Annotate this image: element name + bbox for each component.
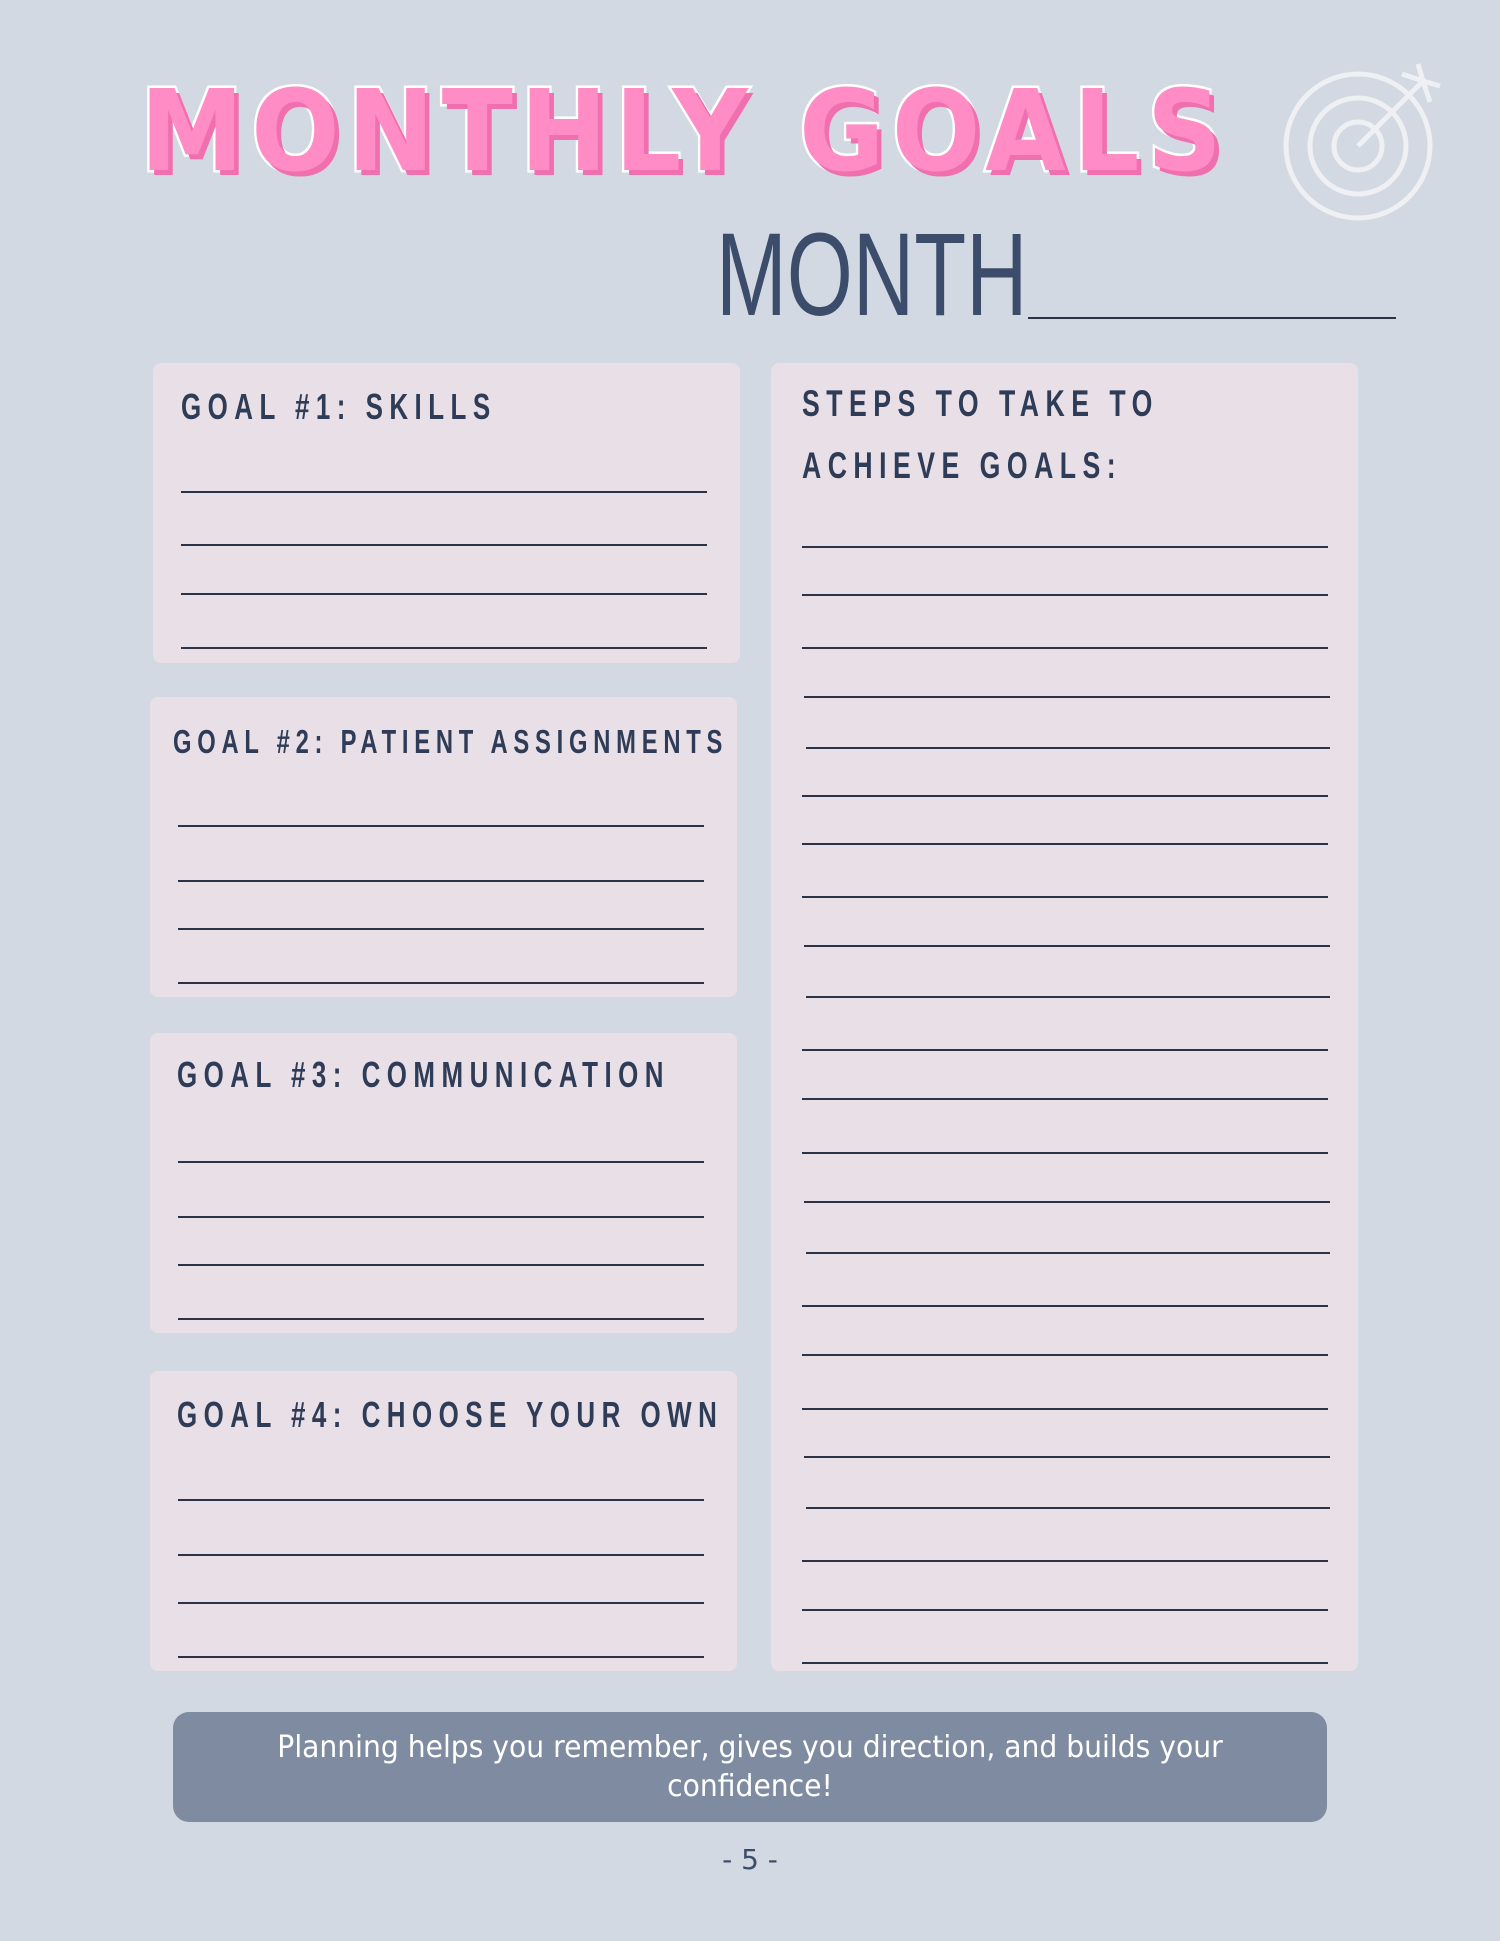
goal-1-write-line[interactable]	[181, 491, 707, 493]
steps-write-line[interactable]	[806, 1252, 1330, 1254]
steps-write-line[interactable]	[802, 1662, 1328, 1664]
month-label: MONTH	[716, 209, 1028, 341]
steps-write-line[interactable]	[806, 1507, 1330, 1509]
steps-write-line[interactable]	[802, 647, 1328, 649]
page-title: MONTHLY GOALS	[140, 67, 1230, 197]
goal-1-write-line[interactable]	[181, 647, 707, 649]
target-icon	[1278, 56, 1448, 226]
month-write-line[interactable]	[1028, 317, 1396, 319]
steps-write-line[interactable]	[802, 1560, 1328, 1562]
goal-3-write-line[interactable]	[178, 1161, 704, 1163]
steps-write-line[interactable]	[806, 996, 1330, 998]
goal-3-title: GOAL #3: COMMUNICATION	[177, 1054, 670, 1095]
steps-write-line[interactable]	[802, 1098, 1328, 1100]
goal-4-write-line[interactable]	[178, 1554, 704, 1556]
quote-text: Planning helps you remember, gives you direction, and builds your confidence!	[277, 1730, 1223, 1804]
steps-write-line[interactable]	[802, 896, 1328, 898]
steps-write-line[interactable]	[802, 546, 1328, 548]
page-number: - 5 -	[722, 1843, 778, 1876]
goal-1-title: GOAL #1: SKILLS	[181, 386, 497, 427]
steps-write-line[interactable]	[804, 696, 1330, 698]
goal-4-write-line[interactable]	[178, 1656, 704, 1658]
goal-2-write-line[interactable]	[178, 928, 704, 930]
goal-2-title: GOAL #2: PATIENT ASSIGNMENTS	[173, 723, 729, 760]
steps-write-line[interactable]	[804, 1201, 1330, 1203]
steps-write-line[interactable]	[804, 945, 1330, 947]
steps-write-line[interactable]	[802, 1305, 1328, 1307]
goal-4-title: GOAL #4: CHOOSE YOUR OWN	[177, 1394, 724, 1435]
steps-title-line-1: STEPS TO TAKE TO	[802, 383, 1159, 424]
goal-2-write-line[interactable]	[178, 825, 704, 827]
goal-3-write-line[interactable]	[178, 1264, 704, 1266]
goal-3-card	[150, 1033, 737, 1333]
goal-1-write-line[interactable]	[181, 544, 707, 546]
steps-write-line[interactable]	[802, 1354, 1328, 1356]
steps-write-line[interactable]	[802, 795, 1328, 797]
goal-3-write-line[interactable]	[178, 1318, 704, 1320]
steps-write-line[interactable]	[802, 1152, 1328, 1154]
goal-2-card	[150, 697, 737, 997]
goal-4-write-line[interactable]	[178, 1602, 704, 1604]
steps-title-line-2: ACHIEVE GOALS:	[802, 445, 1123, 486]
goal-4-write-line[interactable]	[178, 1499, 704, 1501]
steps-write-line[interactable]	[802, 1609, 1328, 1611]
goal-2-write-line[interactable]	[178, 880, 704, 882]
steps-write-line[interactable]	[802, 843, 1328, 845]
goal-3-write-line[interactable]	[178, 1216, 704, 1218]
steps-title	[802, 373, 1159, 497]
goal-1-write-line[interactable]	[181, 593, 707, 595]
goal-4-card	[150, 1371, 737, 1671]
goal-2-write-line[interactable]	[178, 982, 704, 984]
steps-write-line[interactable]	[802, 594, 1328, 596]
steps-card	[771, 363, 1358, 1671]
steps-write-line[interactable]	[802, 1408, 1328, 1410]
quote-banner	[173, 1712, 1327, 1822]
steps-write-line[interactable]	[802, 1049, 1328, 1051]
steps-write-line[interactable]	[804, 1456, 1330, 1458]
steps-write-line[interactable]	[806, 747, 1330, 749]
goal-1-card	[153, 363, 740, 663]
